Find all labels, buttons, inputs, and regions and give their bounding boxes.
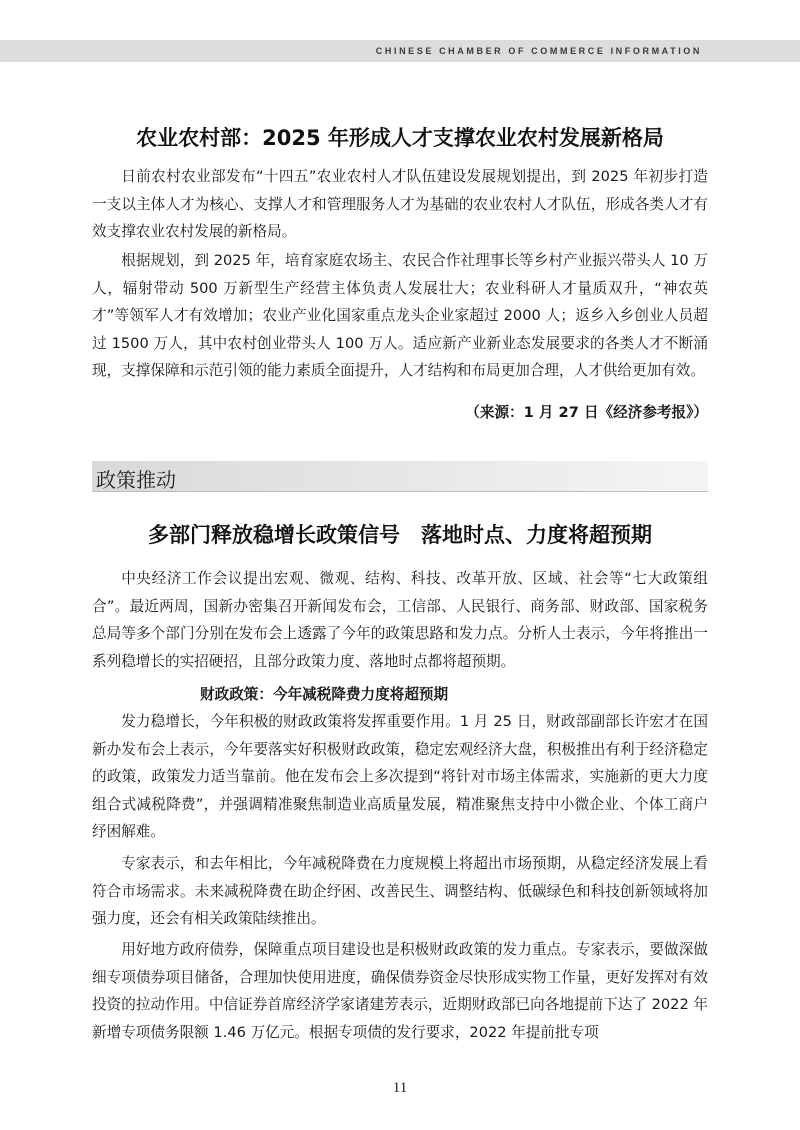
article-source: （来源：1 月 27 日《经济参考报》） [465, 404, 708, 421]
article-paragraph: 根据规划，到 2025 年，培育家庭农场主、农民合作社理事长等乡村产业振兴带头人 10 万人，辐射带动 500 万新型生产经营主体负责人发展壮大；农业科研人才量质双升，“神农英才”等领军人才有效增加；农业产业化国家重点龙头企业家超过 2000 人；返乡入乡创业人员超过 1500 万人，其中农村创业带头人 100 万人。适应新产业新业态发展要求的各类人才不断涌现，支撑保障和示范引领的能力素质全面提升，人才结构和布局更加合理，人才供给更加有效。 [92, 252, 708, 379]
article-title: 农业农村部：2025 年形成人才支撑农业农村发展新格局 [136, 126, 664, 150]
subheading: 财政政策：今年减税降费力度将超预期 [200, 686, 449, 703]
article-paragraph: 专家表示，和去年相比，今年减税降费在力度规模上将超出市场预期，从稳定经济发展上看符合市场需求。未来减税降费在助企纾困、改善民生、调整结构、低碳绿色和科技创新领域将加强力度，还会有相关政策陆续推出。 [92, 855, 708, 927]
section-heading: 政策推动 [96, 468, 176, 492]
publication-header: CHINESE CHAMBER OF COMMERCE INFORMATION [375, 46, 702, 56]
section-bar [92, 461, 708, 492]
article-paragraph: 中央经济工作会议提出宏观、微观、结构、科技、改革开放、区域、社会等“七大政策组合”。最近两周，国新办密集召开新闻发布会，工信部、人民银行、商务部、财政部、国家税务总局等多个部门分别在发布会上透露了今年的政策思路和发力点。分析人士表示，今年将推出一系列稳增长的实招硬招，且部分政策力度、落地时点都将超预期。 [92, 570, 708, 670]
article-paragraph: 日前农村农业部发布“十四五”农业农村人才队伍建设发展规划提出，到 2025 年初步打造一支以主体人才为核心、支撑人才和管理服务人才为基础的农业农村人才队伍，形成各类人才有效支撑农业农村发展的新格局。 [92, 168, 708, 240]
page-number: 11 [392, 1080, 408, 1096]
article-title: 多部门释放稳增长政策信号 落地时点、力度将超预期 [148, 523, 652, 547]
article-paragraph: 发力稳增长，今年积极的财政政策将发挥重要作用。1 月 25 日，财政部副部长许宏才在国新办发布会上表示，今年要落实好积极财政政策，稳定宏观经济大盘，积极推出有利于经济稳定的政策，政策发力适当靠前。他在发布会上多次提到“将针对市场主体需求，实施新的更大力度组合式减税降费”，并强调精准聚焦制造业高质量发展，精准聚焦支持中小微企业、个体工商户纾困解难。 [92, 713, 708, 840]
article-paragraph: 用好地方政府债券，保障重点项目建设也是积极财政政策的发力重点。专家表示，要做深做细专项债券项目储备，合理加快使用进度，确保债券资金尽快形成实物工作量，更好发挥对有效投资的拉动作用。中信证券首席经济学家诸建芳表示，近期财政部已向各地提前下达了 2022 年新增专项债务限额 1.46 万亿元。根据专项债的发行要求，2022 年提前批专项 [92, 941, 708, 1041]
